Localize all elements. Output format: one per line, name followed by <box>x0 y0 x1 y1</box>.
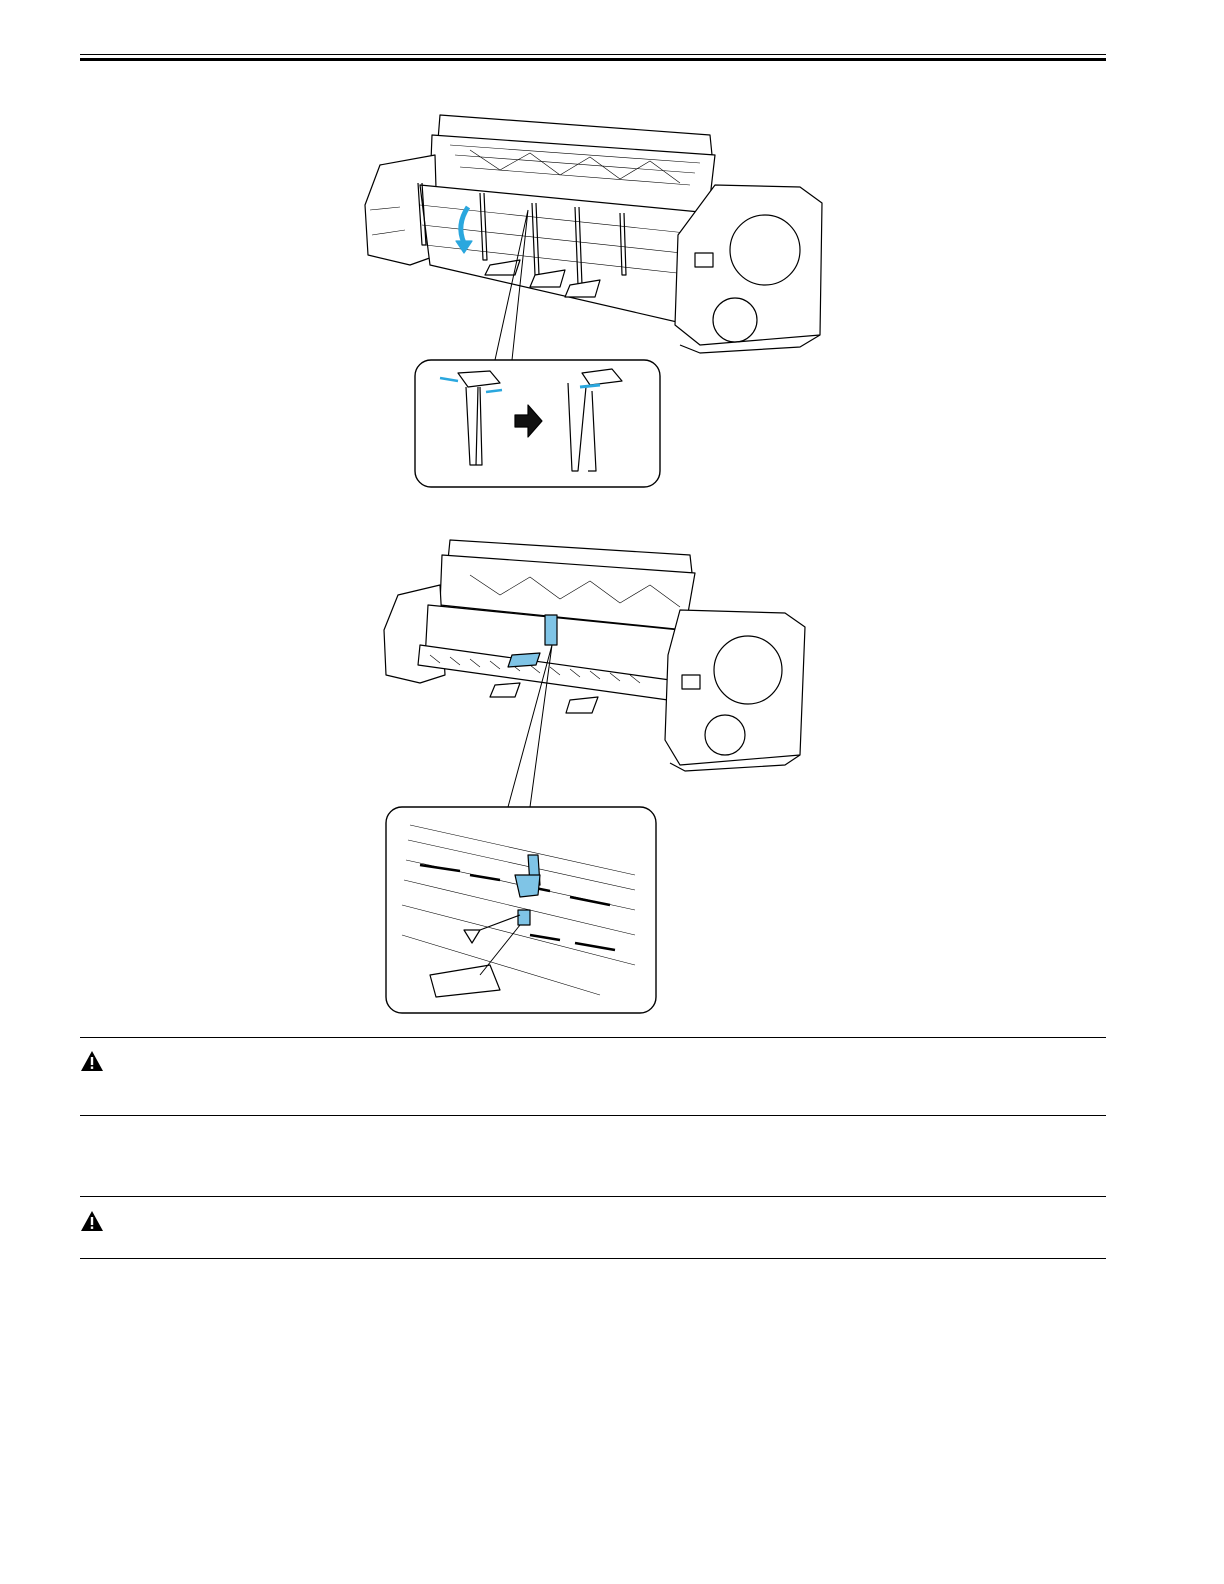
header-rule-thin <box>80 54 1106 55</box>
note-1-bottom-rule <box>80 1115 1106 1116</box>
note-1-top-rule <box>80 1037 1106 1038</box>
warning-icon <box>80 1210 104 1232</box>
header-rule-thick <box>80 58 1106 61</box>
warning-icon <box>80 1050 104 1072</box>
figure-1 <box>360 95 830 495</box>
note-2-top-rule <box>80 1196 1106 1197</box>
note-2-bottom-rule <box>80 1258 1106 1259</box>
figure-2 <box>380 535 810 1020</box>
